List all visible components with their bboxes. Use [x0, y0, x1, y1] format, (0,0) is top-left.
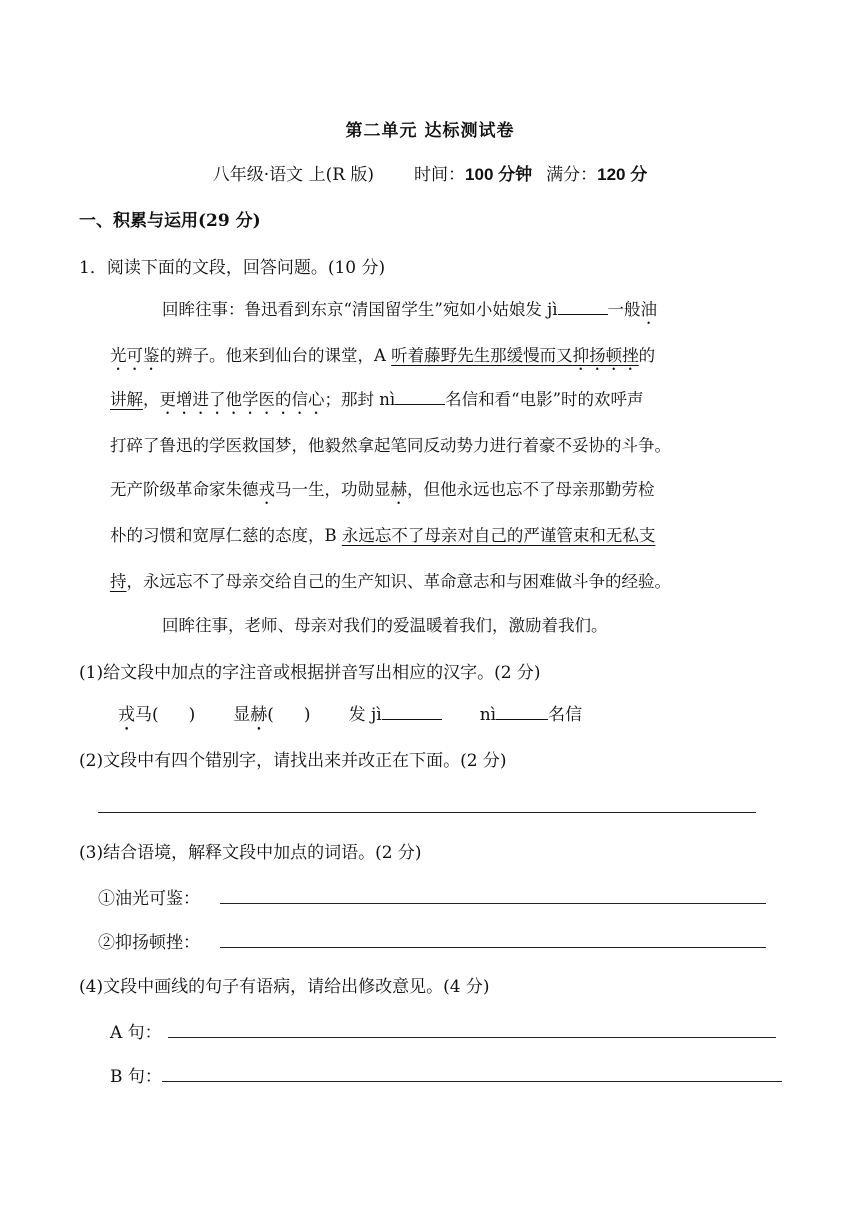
passage-line: 打碎了鲁迅的学医救国梦，他毅然拿起笔同反动势力进行着豪不妥协的斗争。 [110, 436, 671, 455]
dotted-word: 光可鉴 [110, 346, 160, 365]
underlined-sentence-b: 永远忘不了母亲对自己的严谨管束和无私支 [341, 526, 656, 545]
sentence-label-b: B [324, 526, 342, 545]
passage-line: 无产阶级革命家朱德戎马一生，功勋显赫，但他永远也忘不了母亲那勤劳检 [110, 480, 655, 499]
passage-line: 持，永远忘不了母亲交给自己的生产知识、革命意志和与困难做斗争的经验。 [110, 572, 671, 591]
passage-line: 回眸往事，老师、母亲对我们的爱温暖着我们，激励着我们。 [162, 616, 608, 635]
pinyin-ji: jì [547, 300, 558, 319]
sentence-label-a: A [374, 346, 392, 365]
answer-blank[interactable] [496, 705, 548, 720]
subquestion-2-prompt: (2)文段中有四个错别字，请找出来并改正在下面。(2 分) [79, 751, 507, 771]
score-value: 120 分 [597, 165, 648, 184]
answer-line[interactable] [220, 947, 766, 948]
time-value: 100 分钟 [465, 165, 533, 184]
fill-blank [395, 390, 445, 405]
dotted-word: 赫 [390, 480, 407, 499]
subquestion-3-item-1: ①油光可鉴： [98, 889, 200, 909]
subquestion-3-prompt: (3)结合语境，解释文段中加点的词语。(2 分) [79, 843, 422, 863]
grade-subject: 八年级·语文 上(R 版) [212, 165, 375, 185]
answer-line[interactable] [220, 903, 766, 904]
answer-line[interactable] [98, 812, 756, 813]
dotted-text: 更增进了他学医的信心 [159, 390, 325, 409]
subquestion-1-items: 戎马( ) 显赫( ) 发 jì nì 名信 [118, 705, 583, 725]
subquestion-4-prompt: (4)文段中画线的句子有语病，请给出修改意见。(4 分) [79, 977, 490, 997]
exam-info [0, 160, 860, 185]
subquestion-3-item-2: ②抑扬顿挫： [98, 933, 200, 953]
answer-line[interactable] [162, 1081, 782, 1082]
subquestion-4-item-b: B 句： [110, 1067, 162, 1087]
score-label: 满分： [546, 165, 598, 185]
answer-blank[interactable] [382, 705, 442, 720]
page-title: 第二单元 达标测试卷 [345, 121, 515, 141]
underlined-sentence-b: 持 [110, 572, 127, 591]
passage-line: 讲解，更增进了他学医的信心；那封 nì 名信和看“电影”时的欢呼声 [110, 390, 644, 409]
dotted-word: 戎 [258, 480, 275, 499]
subquestion-1-prompt: (1)给文段中加点的字注音或根据拼音写出相应的汉字。(2 分) [79, 663, 541, 683]
passage-line: 回眸往事：鲁迅看到东京“清国留学生”宛如小姑娘发 jì 一般油 [162, 300, 658, 319]
dotted-word: 油 [640, 300, 658, 319]
passage-line: 光可鉴的辨子。他来到仙台的课堂，A 听着藤野先生那缓慢而又抑扬顿挫的 [110, 346, 656, 365]
time-label: 时间： [414, 165, 466, 185]
pinyin-ni: nì [379, 390, 396, 409]
fill-blank [558, 300, 608, 315]
dotted-word: 抑扬顿挫 [572, 346, 639, 365]
answer-line[interactable] [168, 1037, 776, 1038]
underlined-sentence-a: 听着藤野先生那缓慢而又抑扬顿挫 [391, 346, 639, 365]
section-heading: 一、积累与运用(29 分) [79, 211, 261, 231]
passage-line: 朴的习惯和宽厚仁慈的态度，B 永远忘不了母亲对自己的严谨管束和无私支 [110, 526, 656, 545]
underlined-sentence-a: 讲解 [110, 390, 143, 409]
question-stem: 1．阅读下面的文段，回答问题。(10 分) [79, 258, 386, 278]
subquestion-4-item-a: A 句： [110, 1023, 162, 1043]
